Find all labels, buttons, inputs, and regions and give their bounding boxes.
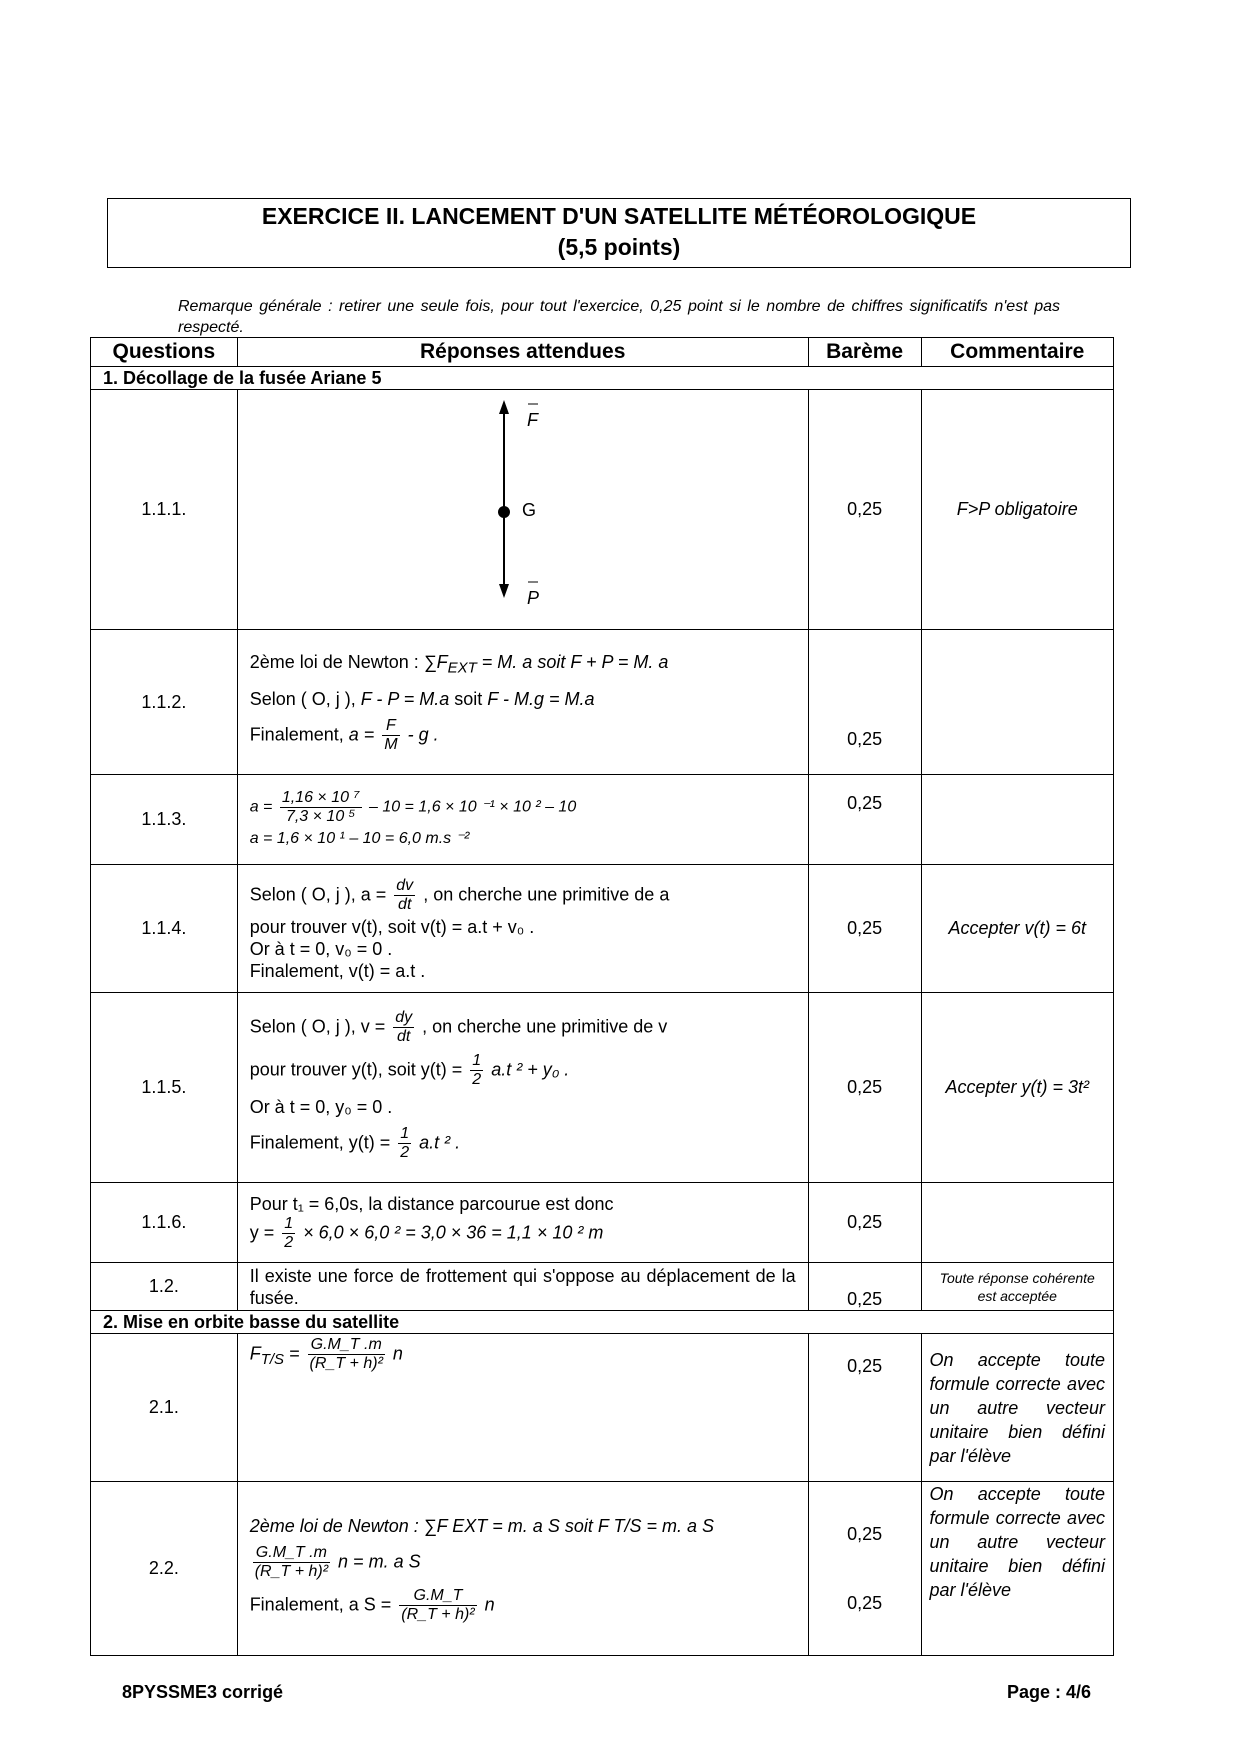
exercise-title: EXERCICE II. LANCEMENT D'UN SATELLITE MÉTÉOROLOGIQUE <box>261 203 977 229</box>
initial-condition-line: Or à t = 0, v₀ = 0 . <box>249 939 393 959</box>
table-row <box>91 775 1114 865</box>
header-responses: Réponses attendues <box>237 338 808 367</box>
result-line: Finalement, a = $\frac{F}{M}$ - g . <box>249 716 439 753</box>
table-row <box>91 390 1114 630</box>
general-remark: Remarque générale : retirer une seule fois, pour tout l'exercice, 0,25 point si le nombre de chiffres significatifs n'est pas respecté. <box>178 298 1060 336</box>
bareme-value: 0,25 <box>847 1592 883 1613</box>
question-number: 1.1.3. <box>91 775 238 865</box>
fraction: $\frac{1}{2}$ <box>472 1052 482 1088</box>
response-cell <box>237 1334 808 1482</box>
section-2-title: 2. Mise en orbite basse du satellite <box>91 1311 1114 1334</box>
exercise-points: (5,5 points) <box>557 234 681 260</box>
bareme-value: 0,25 <box>808 630 921 775</box>
table-row <box>91 1482 1114 1656</box>
section-row <box>91 1311 1114 1334</box>
bareme-value: 0,25 <box>847 1523 883 1544</box>
bareme-value: 0,25 <box>808 775 921 865</box>
calc-line-2: a = 1,6 × 10 ¹ – 10 = 6,0 m.s ⁻² <box>249 830 470 847</box>
response-text: Il existe une force de frottement qui s'oppose au déplacement de la fusée. <box>237 1263 808 1311</box>
label-f: F <box>526 410 538 430</box>
question-number: 2.1. <box>91 1334 238 1482</box>
bareme-value: 0,25 <box>808 1263 921 1311</box>
newton-law-line: 2ème loi de Newton : ∑F EXT = m. a S soit F T/S = m. a S <box>249 1515 715 1536</box>
comment-empty <box>921 775 1113 865</box>
response-cell <box>237 993 808 1183</box>
response-cell <box>237 1183 808 1263</box>
question-number: 1.2. <box>91 1263 238 1311</box>
final-line: Finalement, y(t) = $\frac{1}{2}$ a.t ² . <box>249 1125 461 1161</box>
center-of-gravity-point <box>498 506 510 518</box>
question-number: 1.1.2. <box>91 630 238 775</box>
response-cell <box>237 630 808 775</box>
bareme-value: 0,25 <box>808 1183 921 1263</box>
comment-text: Accepter v(t) = 6t <box>921 865 1113 993</box>
bareme-value: 0,25 <box>808 390 921 630</box>
question-number: 1.1.5. <box>91 993 238 1183</box>
table-header-row <box>91 338 1114 367</box>
fraction: $\frac{G.M\_T .m}{\text{(R\_T + h)²}}$ <box>254 1543 329 1580</box>
section-row <box>91 367 1114 390</box>
question-number: 1.1.4. <box>91 865 238 993</box>
fraction: $\frac{1}{2}$ <box>284 1215 294 1251</box>
question-number: 1.1.1. <box>91 390 238 630</box>
initial-condition-line: Or à t = 0, y₀ = 0 . <box>249 1097 393 1117</box>
comment-empty <box>921 630 1113 775</box>
gravitation-formula: $F_{T/S}$ = $\frac{G.M\_T .m}{\text{(R\_T + h)²}}$ n <box>249 1336 403 1372</box>
response-cell <box>237 865 808 993</box>
label-g: G <box>521 500 536 520</box>
response-cell <box>237 1482 808 1656</box>
comment-text: On accepte toute formule correcte avec un autre vecteur unitaire bien défini par l'élève <box>921 1334 1113 1482</box>
force-diagram-cell <box>237 390 808 630</box>
fraction: $\frac{F}{M}$ <box>384 716 398 753</box>
table-row <box>91 993 1114 1183</box>
question-number: 1.1.6. <box>91 1183 238 1263</box>
fraction: $\frac{dv}{dt}$ <box>396 877 414 913</box>
answer-table <box>90 337 1114 1656</box>
projection-line: Selon ( O, j ), F - P = M.a soit F - M.g = M.a <box>249 688 595 709</box>
label-p: P <box>526 588 539 608</box>
response-cell <box>237 775 808 865</box>
bareme-cell <box>808 1482 921 1656</box>
page-number: Page : 4/6 <box>1007 1682 1092 1702</box>
section-1-title: 1. Décollage de la fusée Ariane 5 <box>91 367 1114 390</box>
table-row <box>91 1183 1114 1263</box>
table-row <box>91 865 1114 993</box>
final-line: Finalement, v(t) = a.t . <box>249 961 426 981</box>
final-line: Finalement, a S = $\frac{G.M\_T}{\text{(R\_T + h)²}}$ n <box>249 1586 495 1623</box>
comment-text: On accepte toute formule correcte avec un autre vecteur unitaire bien défini par l'élève <box>921 1482 1113 1656</box>
arrow-up-icon <box>499 400 509 414</box>
distance-intro-line: Pour t₁ = 6,0s, la distance parcourue est donc <box>249 1194 614 1214</box>
bareme-value: 0,25 <box>808 1334 921 1482</box>
header-questions: Questions <box>91 338 238 367</box>
fraction: $\frac{dy}{dt}$ <box>395 1009 413 1045</box>
bareme-value: 0,25 <box>808 993 921 1183</box>
header-comment: Commentaire <box>921 338 1113 367</box>
header-bareme: Barème <box>808 338 921 367</box>
primitive-line: pour trouver y(t), soit y(t) = $\frac{1}{2}$ a.t ² + y₀ . <box>249 1052 570 1088</box>
fraction: $\frac{G.M\_T}{\text{(R\_T + h)²}}$ <box>401 1586 475 1623</box>
comment-empty <box>921 1183 1113 1263</box>
fraction: $\frac{G.M\_T .m}{\text{(R\_T + h)²}}$ <box>309 1336 383 1372</box>
arrow-down-icon <box>499 584 509 598</box>
comment-text: Accepter y(t) = 3t² <box>921 993 1113 1183</box>
table-row <box>91 630 1114 775</box>
comment-text: F>P obligatoire <box>921 390 1113 630</box>
fraction: $\frac{1}{2}$ <box>400 1125 410 1161</box>
table-row <box>91 1334 1114 1482</box>
equality-line: $\frac{G.M\_T .m}{\text{(R\_T + h)²}}$ n = m. a S <box>254 1543 421 1580</box>
primitive-line: pour trouver v(t), soit v(t) = a.t + v₀ . <box>249 917 535 937</box>
derivative-line: Selon ( O, j ), v = $\frac{dy}{dt}$ , on cherche une primitive de v <box>249 1009 668 1045</box>
force-diagram <box>250 392 796 622</box>
fraction: $\frac{\text{1,16 × 10 ⁷}}{\text{7,3 × 10 ⁵}}$ <box>281 789 360 825</box>
distance-calc-line: y = $\frac{1}{2}$ × 6,0 × 6,0 ² = 3,0 × 36 = 1,1 × 10 ² m <box>249 1215 604 1251</box>
bareme-value: 0,25 <box>808 865 921 993</box>
table-row <box>91 1263 1114 1311</box>
calc-line-1: a = $\frac{\text{1,16 × 10 ⁷}}{\text{7,3 × 10 ⁵}}$ – 10 = 1,6 × 10 ⁻¹ × 10 ² – 10 <box>249 789 577 825</box>
comment-text: Toute réponse cohérente est acceptée <box>921 1263 1113 1311</box>
exercise-title-box <box>107 198 1131 268</box>
document-code: 8PYSSME3 corrigé <box>122 1682 284 1702</box>
newton-law-line: 2ème loi de Newton : $\sum F_{EXT} = M$. a soit F + P = M. a <box>249 652 669 677</box>
question-number: 2.2. <box>91 1482 238 1656</box>
derivative-line: Selon ( O, j ), a = $\frac{dv}{dt}$ , on cherche une primitive de a <box>249 877 670 913</box>
